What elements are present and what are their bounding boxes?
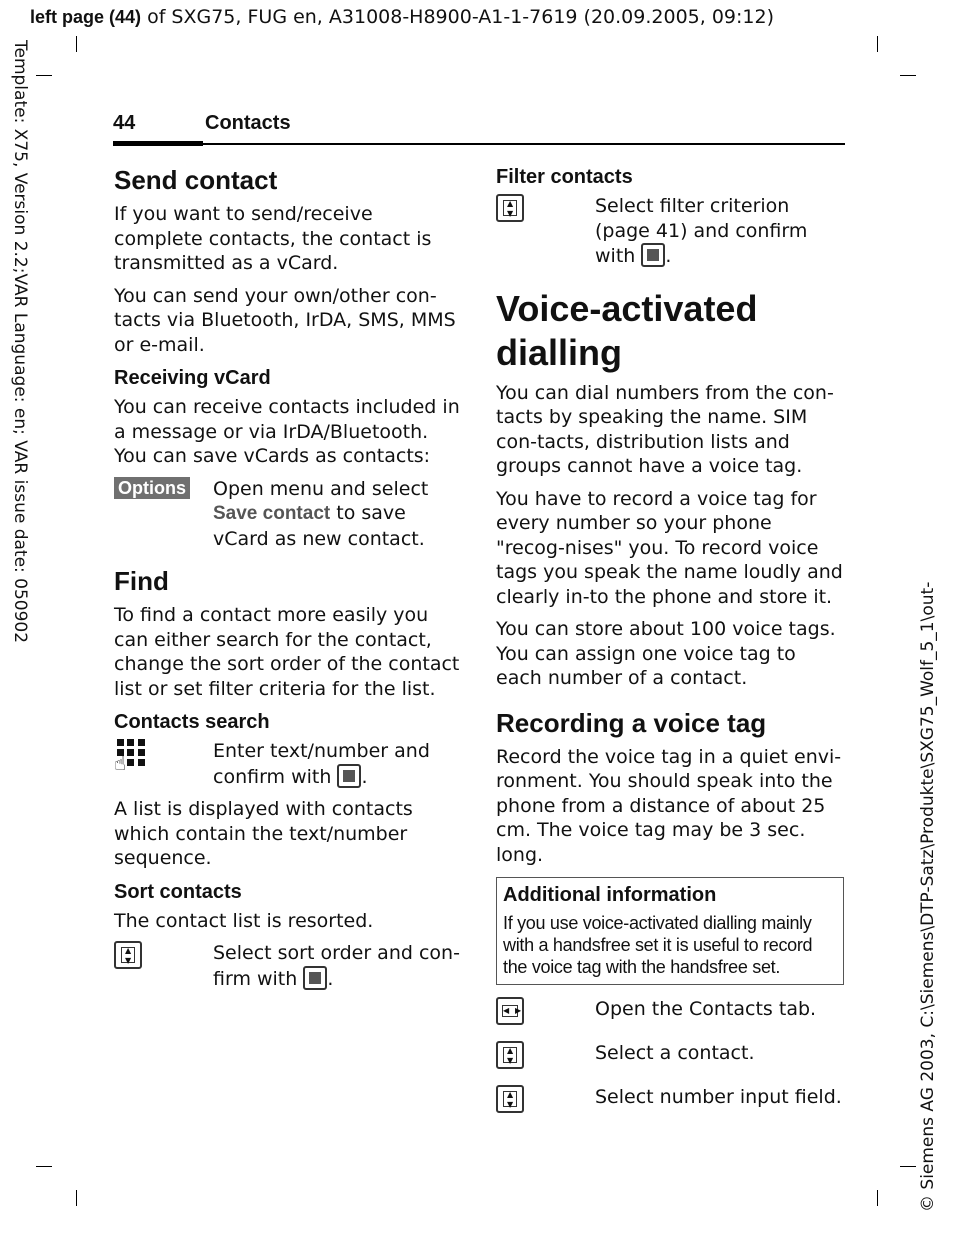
sort-instruction: Select sort order and con-firm with . — [213, 942, 460, 990]
center-key-icon — [337, 764, 361, 788]
crop-mark — [76, 1190, 77, 1206]
save-contact-menu: Save contact — [213, 503, 331, 524]
select-number-step — [496, 1085, 844, 1113]
send-contact-channels: You can send your own/other con-tacts via Bluetooth, IrDA, SMS, MMS or e-mail. — [114, 284, 456, 356]
header-rule — [113, 143, 845, 145]
save-vcard-instruction: Open menu and select Save contact to save vCard as new contact. — [213, 477, 429, 550]
open-contacts-step — [496, 997, 844, 1025]
recording-heading: Recording a voice tag — [496, 707, 767, 738]
keypad-icon: ☝ — [114, 739, 150, 775]
doc-info: of SXG75, FUG en, A31008-H8900-A1-1-7619 (20.09.2005, 09:12) — [141, 6, 774, 28]
find-heading: Find — [114, 566, 169, 596]
center-key-icon — [303, 966, 327, 990]
crop-mark — [900, 1166, 916, 1167]
crop-mark — [877, 36, 878, 52]
navigation-key-icon: ▲ ▼ — [496, 194, 524, 222]
section-title: Contacts — [205, 112, 291, 134]
receiving-vcard-heading: Receiving vCard — [114, 367, 271, 389]
send-contact-heading: Send contact — [114, 165, 278, 195]
left-right-key-icon: ◀ ▶ — [496, 997, 524, 1025]
crop-mark — [76, 36, 77, 52]
right-column — [496, 164, 844, 1121]
crop-mark — [900, 75, 916, 76]
search-step — [114, 739, 464, 789]
sort-contacts-heading: Sort contacts — [114, 880, 242, 903]
select-number-instruction: Select number input field. — [595, 1086, 842, 1108]
options-softkey: Options — [114, 477, 190, 499]
receiving-vcard-text: You can receive contacts included in a message or via IrDA/Bluetooth. You can save vCards as contacts: — [114, 396, 460, 467]
left-column — [114, 164, 464, 999]
find-intro: To find a contact more easily you can either search for the contact, change the sort order of the contact list or set filter criteria for the list. — [114, 604, 460, 700]
voice-tag-requirement: You have to record a voice tag for every number so your phone "recog-nises" you. To record voice tags you speak the name loudly and clearly in-to the phone and store it. — [496, 487, 843, 608]
search-result-text: A list is displayed with contacts which contain the text/number sequence. — [114, 798, 413, 869]
filter-contacts-heading: Filter contacts — [496, 166, 633, 188]
template-info: Template: X75, Version 2.2;VAR Language: en; VAR issue date: 050902 — [10, 40, 30, 644]
crop-mark — [877, 1190, 878, 1206]
sort-contacts-text: The contact list is resorted. — [114, 909, 374, 932]
header-rule-accent — [113, 141, 203, 146]
center-key-icon — [641, 243, 665, 267]
additional-info-body: If you use voice-activated dialling mainly with a handsfree set it is useful to record the voice tag with the handsfree set. — [503, 913, 813, 977]
voice-dialling-heading: Voice-activated dialling — [496, 287, 758, 373]
navigation-key-icon: ▲ ▼ — [496, 1085, 524, 1113]
select-contact-step — [496, 1041, 844, 1069]
navigation-key-icon: ▲ ▼ — [114, 941, 142, 969]
page-prefix: left page (44) — [30, 7, 142, 27]
print-info-line — [30, 6, 774, 28]
search-instruction: Enter text/number and confirm with . — [213, 740, 430, 788]
contacts-search-heading: Contacts search — [114, 711, 270, 733]
save-vcard-step — [114, 477, 464, 552]
additional-info-title: Additional information — [503, 884, 717, 906]
crop-mark — [36, 1166, 52, 1167]
copyright-path: © Siemens AG 2003, C:\Siemens\DTP-Satz\Produkte\SXG75_Wolf_5_1\out- — [918, 581, 938, 1212]
voice-tag-capacity: You can store about 100 voice tags. You can assign one voice tag to each number of a contact. — [496, 618, 836, 689]
recording-text: Record the voice tag in a quiet envi-ronment. You should speak into the phone from a distance of about 25 cm. The voice tag may be 3 sec. long. — [496, 745, 842, 866]
sort-step — [114, 941, 464, 991]
additional-info-box — [496, 877, 844, 985]
navigation-key-icon: ▲ ▼ — [496, 1041, 524, 1069]
crop-mark — [36, 75, 52, 76]
send-contact-intro: If you want to send/receive complete contacts, the contact is transmitted as a vCard. — [114, 203, 432, 274]
select-contact-instruction: Select a contact. — [595, 1042, 755, 1064]
filter-instruction: Select filter criterion (page 41) and confirm with . — [595, 195, 808, 267]
filter-step — [496, 194, 844, 269]
open-contacts-instruction: Open the Contacts tab. — [595, 998, 817, 1020]
voice-dialling-intro: You can dial numbers from the con-tacts by speaking the name. SIM con-tacts, distribution lists and groups cannot have a voice tag. — [496, 381, 834, 477]
page-number: 44 — [113, 112, 136, 134]
